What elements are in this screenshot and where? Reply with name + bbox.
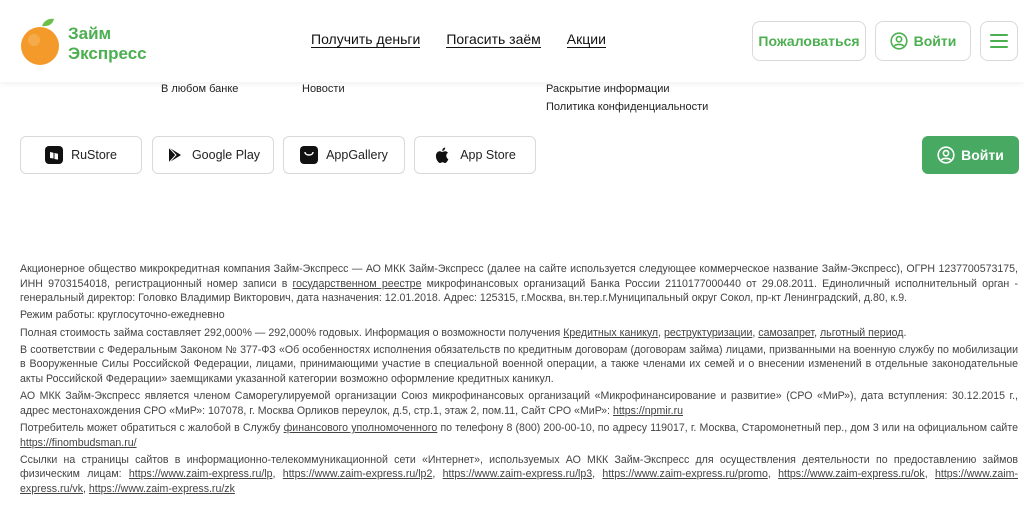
top-header: [0, 0, 1024, 82]
complain-button[interactable]: [752, 21, 866, 61]
link-news[interactable]: Новости: [302, 83, 345, 95]
legal-ombudsman: [20, 421, 1018, 450]
link-any-bank[interactable]: В любом банке: [161, 83, 239, 95]
menu-button[interactable]: [980, 21, 1018, 61]
legal-text: Ссылки на страницы сайтов в информационно-телекоммуникационной сети «Интернет», используемых АО МКК Займ-Экспресс для осуществления деятельности по предоставлению займов физическим лицам:: [20, 453, 1018, 481]
google-play-icon: [166, 146, 184, 164]
link-financial-ombudsman[interactable]: финансового уполномоченного: [283, 421, 438, 434]
footer-links: [0, 82, 1024, 122]
logo-text: [68, 24, 147, 64]
legal-site-links: Ссылки на страницы сайтов в информационно-телекоммуникационной сети «Интернет», используемых АО МКК Займ-Экспресс для осуществления деятельности по предоставлению займов физическим лицам: https://www.zaim-express.ru/lp, https://www.zaim-express.ru/lp2, https://www.zaim-express.ru/lp3, https://www.zaim-express.ru/promo, https://www.zaim-express.ru/ok, https://www.zaim-express.ru/vk, https://www.zaim-express.ru/zk: [20, 453, 1018, 495]
link-site-vk[interactable]: https://www.zaim-express.ru/vk: [20, 468, 1018, 495]
logo-line2: Экспресс: [68, 44, 147, 63]
link-site-lp[interactable]: https://www.zaim-express.ru/lp: [128, 468, 273, 481]
store-label-appgallery: AppGallery: [326, 148, 388, 162]
store-label-app-store: App Store: [460, 148, 516, 162]
legal-company-info: [20, 262, 1018, 306]
nav-promotions[interactable]: Акции: [566, 31, 606, 47]
apple-icon: [434, 146, 452, 164]
link-disclosure[interactable]: Раскрытие информации: [546, 83, 670, 95]
link-self-ban[interactable]: самозапрет: [758, 326, 815, 339]
appgallery-icon: [300, 146, 318, 164]
login-button[interactable]: [875, 21, 971, 61]
legal-text: Полная стоимость займа составляет 292,000% — 292,000% годовых. Информация о возможности получения: [20, 326, 564, 339]
orange-logo-icon: [20, 16, 62, 66]
link-privacy-policy[interactable]: Политика конфиденциальности: [546, 101, 709, 113]
legal-text: .: [903, 326, 907, 339]
store-label-google-play: Google Play: [191, 148, 261, 162]
link-state-registry[interactable]: государственном реестре: [292, 277, 422, 290]
store-button-appgallery[interactable]: [283, 136, 405, 174]
login-green-label: Войти: [961, 147, 1004, 163]
legal-sro-membership: [20, 389, 1018, 418]
store-label-rustore: RuStore: [71, 148, 117, 162]
login-green-button[interactable]: [922, 136, 1019, 174]
link-site-ok[interactable]: https://www.zaim-express.ru/ok: [778, 468, 925, 481]
legal-377fz: В соответствии с Федеральным Законом № 377-ФЗ «Об особенностях исполнения обязательств по кредитным договорам (договорам займа) лицами, призванными на военную службу по мобилизации в Вооруженные Силы Российской Федерации, лицами, принимающими участие в специальной военной операции, а также членами их семей и о внесении изменений в отдельные законодательные акты Российской Федерации» заемщиками указанной категории возможно оформление кредитных каникул.: [20, 343, 1018, 385]
legal-text: АО МКК Займ-Экспресс является членом Саморегулируемой организации Союз микрофинансовых организаций «Микрофинансирование и развитие» (СРО «МиР»), дата вступления: 30.12.2015 г., адрес местонахождения СРО «МиР»: 107078, г. Москва Орликов переулок, д.5, стр.1, этаж 2, пом.11, Сайт СРО «МиР»:: [20, 390, 1018, 417]
main-nav: [311, 31, 606, 48]
logo-line1: Займ: [68, 24, 112, 43]
logo[interactable]: [20, 12, 180, 66]
link-grace-period[interactable]: льготный период: [820, 326, 904, 339]
nav-get-money[interactable]: Получить деньги: [311, 31, 421, 47]
store-button-rustore[interactable]: [20, 136, 142, 174]
legal-info: [20, 262, 1018, 499]
complain-label: Пожаловаться: [758, 33, 860, 49]
login-label: Войти: [913, 33, 957, 49]
legal-text: Акционерное общество микрокредитная компания Займ-Экспресс — АО МКК Займ-Экспресс (далее на сайте используется следующее коммерческое название Займ-Экспресс), ОГРН 1237700573175, ИНН 9703154018, регистрационный номер записи в: [20, 263, 1018, 290]
legal-text: микрофинансовых организаций Банка России 2110177000440 от 29.08.2011. Единоличный исполнительный орган - генеральный директор: Головко Владимир Викторович, дата назначения: 12.01.2018. Адрес: 125315, г.Москва, вн.тер.г.Муниципальный округ Сокол, пр-кт Ленинградский, д.80, к.9.: [20, 277, 1018, 305]
link-site-zk[interactable]: https://www.zaim-express.ru/zk: [88, 482, 235, 495]
legal-loan-cost: [20, 326, 1018, 341]
legal-text: ,: [752, 326, 759, 339]
legal-text: ,: [658, 326, 664, 339]
link-npmir[interactable]: https://npmir.ru: [612, 404, 684, 417]
rustore-icon: [45, 146, 63, 164]
link-finombudsman-site[interactable]: https://finombudsman.ru/: [20, 436, 137, 449]
link-site-promo[interactable]: https://www.zaim-express.ru/promo: [602, 468, 768, 481]
store-button-google-play[interactable]: [152, 136, 274, 174]
legal-text: ,: [814, 326, 820, 339]
link-site-lp2[interactable]: https://www.zaim-express.ru/lp2: [282, 468, 433, 481]
store-button-app-store[interactable]: [414, 136, 536, 174]
nav-repay-loan[interactable]: Погасить заём: [446, 31, 541, 47]
link-site-lp3[interactable]: https://www.zaim-express.ru/lp3: [442, 468, 593, 481]
user-circle-icon: [890, 32, 908, 50]
user-circle-icon: [937, 146, 955, 164]
legal-text: по телефону 8 (800) 200-00-10, по адресу 119017, г. Москва, Старомонетный пер., дом 3 или на официальном сайте: [437, 421, 1018, 434]
hamburger-icon: [990, 34, 1008, 48]
legal-working-hours: Режим работы: круглосуточно-ежедневно: [20, 309, 225, 322]
link-restructuring[interactable]: реструктуризации: [664, 326, 753, 339]
link-credit-holidays[interactable]: Кредитных каникул: [563, 326, 659, 339]
legal-text: Потребитель может обратиться с жалобой в Службу: [20, 421, 284, 434]
